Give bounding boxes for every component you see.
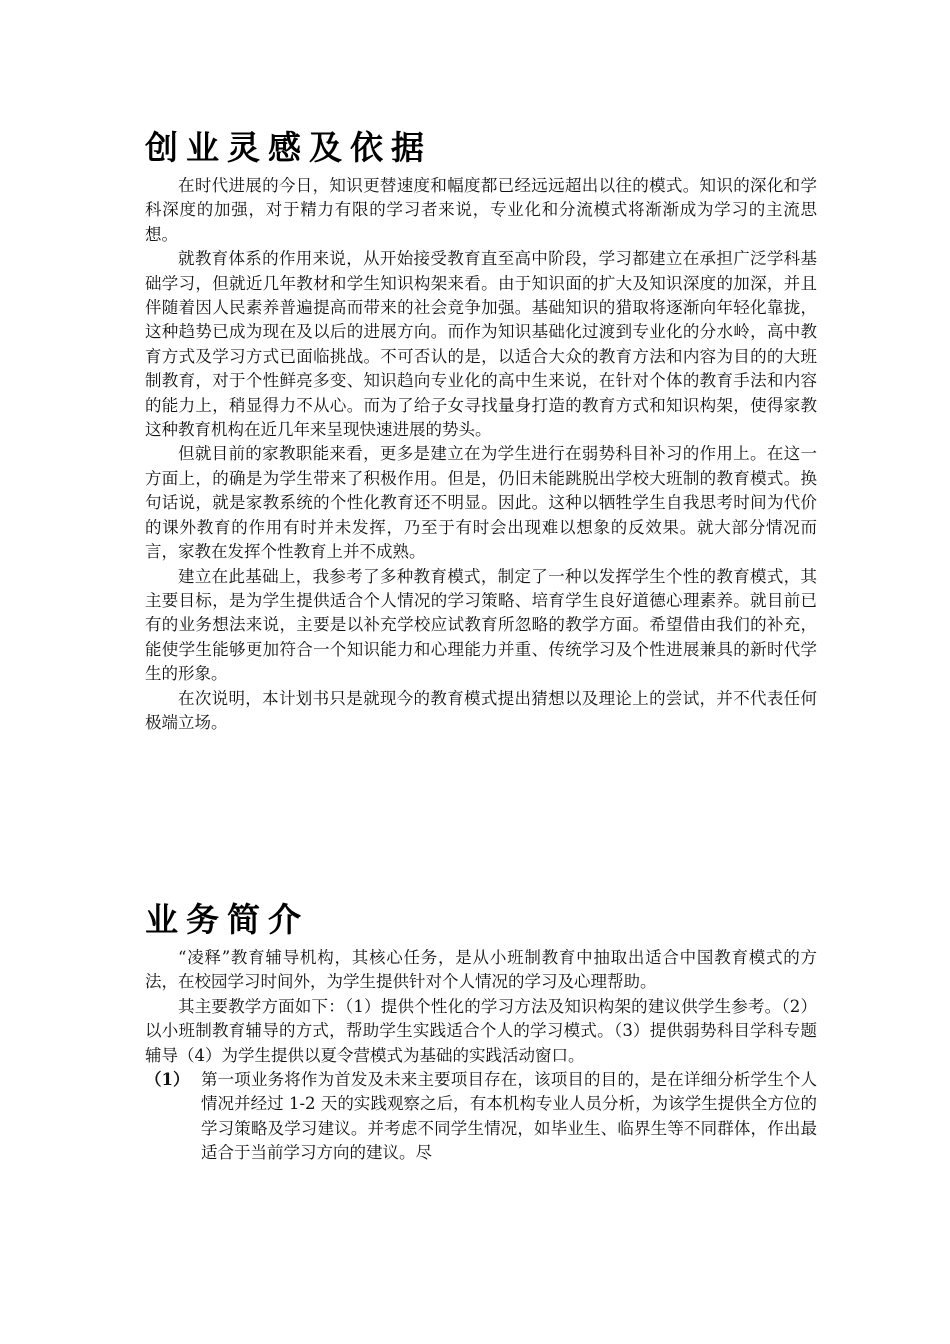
section-body-startup-inspiration <box>145 174 817 735</box>
section-heading-startup-inspiration: 创业灵感及依据 <box>145 128 432 167</box>
paragraph: 就教育体系的作用来说，从开始接受教育直至高中阶段，学习都建立在承担广泛学科基础学习，但就近几年教材和学生知识构架来看。由于知识面的扩大及知识深度的加深，并且伴随着因人民素养普遍提高而带来的社会竞争加强。基础知识的猎取将逐渐向年轻化靠拢，这种趋势已成为现在及以后的进展方向。而作为知识基础化过渡到专业化的分水岭，高中教育方式及学习方式已面临挑战。不可否认的是，以适合大众的教育方法和内容为目的的大班制教育，对于个性鲜亮多变、知识趋向专业化的高中生来说，在针对个体的教育手法和内容的能力上，稍显得力不从心。而为了给子女寻找量身打造的教育方式和知识构架，使得家教这种教育机构在近几年来呈现快速进展的势头。 <box>145 249 817 440</box>
list-item <box>145 1068 817 1166</box>
paragraph: 建立在此基础上，我参考了多种教育模式，制定了一种以发挥学生个性的教育模式，其主要目标，是为学生提供适合个人情况的学习策略、培育学生良好道德心理素养。就目前已有的业务想法来说，主要是以补充学校应试教育所忽略的教学方面。希望借由我们的补充，能使学生能够更加符合一个知识能力和心理能力并重、传统学习及个性进展兼具的新时代学生的形象。 <box>145 566 817 684</box>
paragraph: 其主要教学方面如下：（1）提供个性化的学习方法及知识构架的建议供学生参考。（2）以小班制教育辅导的方式，帮助学生实践适合个人的学习模式。（3）提供弱势科目学科专题辅导（4）为学生提供以夏令营模式为基础的实践活动窗口。 <box>145 996 817 1065</box>
paragraph: “凌释”教育辅导机构，其核心任务，是从小班制教育中抽取出适合中国教育模式的方法，在校园学习时间外，为学生提供针对个人情况的学习及心理帮助。 <box>145 948 817 992</box>
section-body-business-intro <box>145 946 817 1166</box>
paragraph: 在次说明，本计划书只是就现今的教育模式提出猜想以及理论上的尝试，并不代表任何极端立场。 <box>145 688 817 732</box>
list-item-text: 第一项业务将作为首发及未来主要项目存在，该项目的目的，是在详细分析学生个人情况并经过 1-2 天的实践观察之后，有本机构专业人员分析，为该学生提供全方位的学习策略及学习建议。并考虑不同学生情况，如毕业生、临界生等不同群体，作出最适合于当前学习方向的建议。尽 <box>201 1070 817 1163</box>
paragraph: 在时代进展的今日，知识更替速度和幅度都已经远远超出以往的模式。知识的深化和学科深度的加强，对于精力有限的学习者来说，专业化和分流模式将渐渐成为学习的主流思想。 <box>145 176 817 244</box>
paragraph: 但就目前的家教职能来看，更多是建立在为学生进行在弱势科目补习的作用上。在这一方面上，的确是为学生带来了积极作用。但是，仍旧未能跳脱出学校大班制的教育模式。换句话说，就是家教系统的个性化教育还不明显。因此。这种以牺牲学生自我思考时间为代价的课外教育的作用有时并未发挥，乃至于有时会出现难以想象的反效果。就大部分情况而言，家教在发挥个性教育上并不成熟。 <box>145 444 817 562</box>
list-item-number: （1） <box>145 1070 190 1090</box>
section-heading-business-intro: 业务简介 <box>145 900 309 939</box>
